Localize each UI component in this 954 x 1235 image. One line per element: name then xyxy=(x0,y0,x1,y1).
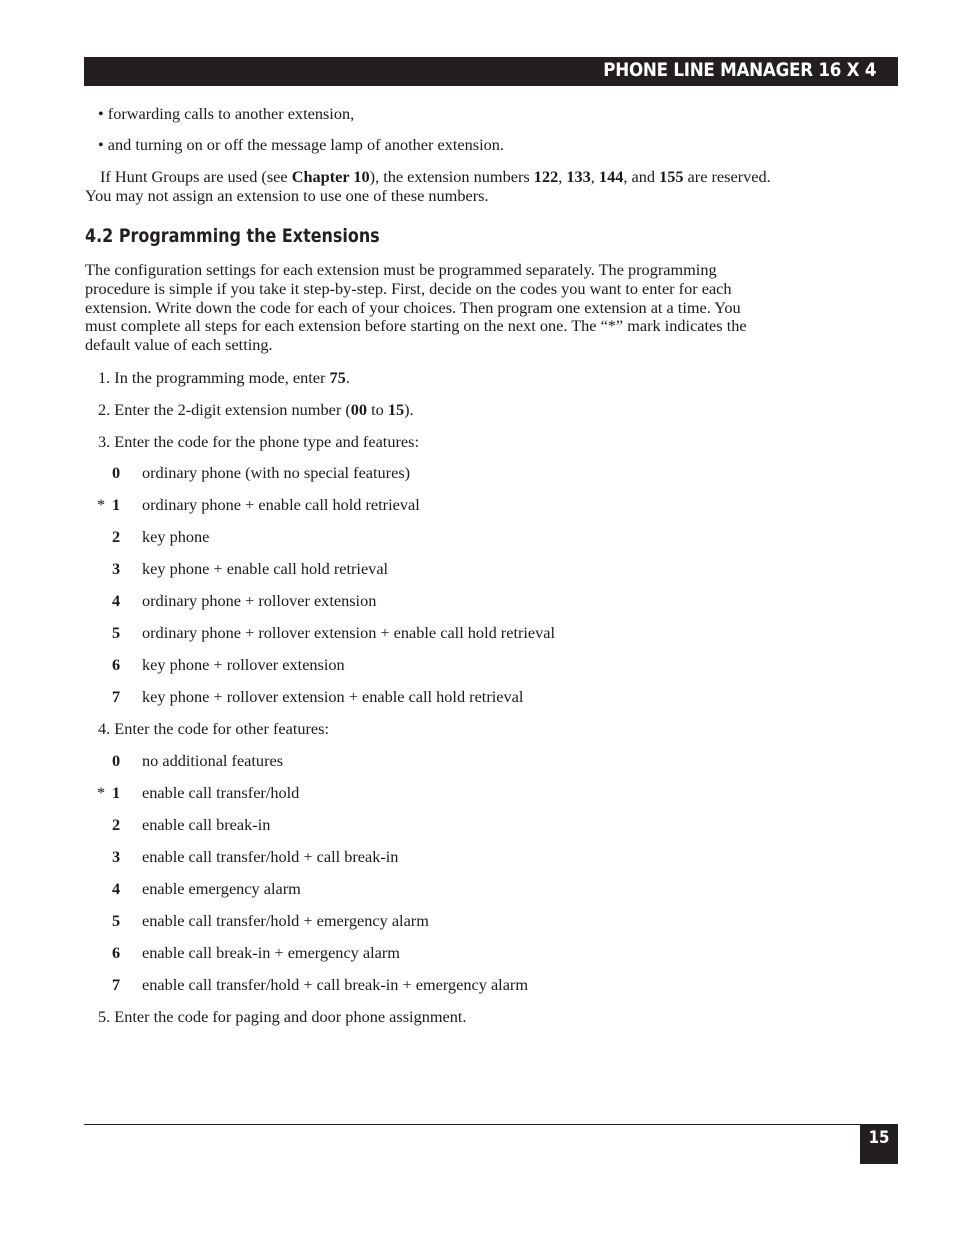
reserved-number: 133 xyxy=(566,167,591,186)
text-span: ). xyxy=(404,400,414,419)
option-description: enable call transfer/hold + call break-in xyxy=(142,847,399,866)
hunt-groups-line-2: You may not assign an extension to use one of these numbers. xyxy=(85,185,489,205)
text-span: , and xyxy=(623,167,660,186)
option-code: 7 xyxy=(112,975,121,994)
hunt-groups-paragraph xyxy=(85,168,875,206)
option-code: 2 xyxy=(112,527,121,546)
intro-line: default value of each setting. xyxy=(85,335,273,355)
reserved-number: 122 xyxy=(533,167,559,186)
header-bar xyxy=(84,57,898,86)
intro-paragraph xyxy=(85,261,875,355)
text-span: 1. In the programming mode, enter xyxy=(98,368,330,387)
page-number-box xyxy=(860,1124,898,1164)
intro-line: procedure is simple if you take it step-by-step. First, decide on the codes you want to enter for each xyxy=(85,278,732,298)
range-end: 15 xyxy=(387,400,405,419)
option-description: enable call break-in + emergency alarm xyxy=(142,943,400,962)
option-code: 5 xyxy=(112,911,121,930)
step-3: 3. Enter the code for the phone type and features: xyxy=(98,432,419,451)
text-span: to xyxy=(367,400,388,419)
option-description: enable call break-in xyxy=(142,815,271,834)
option-code: 0 xyxy=(112,751,121,770)
step-4: 4. Enter the code for other features: xyxy=(98,719,329,738)
text-span: 2. Enter the 2-digit extension number ( xyxy=(98,400,351,419)
text-span: , xyxy=(558,167,567,186)
option-description: ordinary phone (with no special features) xyxy=(142,463,411,482)
option-description: no additional features xyxy=(142,751,284,770)
step-5: 5. Enter the code for paging and door phone assignment. xyxy=(98,1007,467,1026)
step-1-code: 75 xyxy=(329,368,346,387)
option-description: ordinary phone + rollover extension + enable call hold retrieval xyxy=(142,623,556,642)
text-span: are reserved. xyxy=(683,167,771,186)
hunt-groups-line-1 xyxy=(85,168,875,187)
text-span: If Hunt Groups are used (see xyxy=(100,167,292,186)
option-code: 4 xyxy=(112,879,121,898)
step-2 xyxy=(98,400,414,419)
bullet-message-lamp: • and turning on or off the message lamp of another extension. xyxy=(98,135,504,154)
step-1 xyxy=(98,368,350,387)
chapter-ref: Chapter 10 xyxy=(291,167,370,186)
text-span: , xyxy=(590,167,599,186)
intro-line: The configuration settings for each extension must be programmed separately. The programming xyxy=(85,260,717,279)
reserved-number: 155 xyxy=(659,167,684,186)
option-code: 4 xyxy=(112,591,121,610)
text-span: ), the extension numbers xyxy=(369,167,534,186)
intro-line: extension. Write down the code for each of your choices. Then program one extension at a time. You xyxy=(85,297,741,317)
footer-rule xyxy=(84,1124,898,1125)
default-marker: * xyxy=(97,495,106,514)
bullet-forwarding: • forwarding calls to another extension, xyxy=(98,104,355,123)
option-code: 6 xyxy=(112,943,121,962)
option-description: enable call transfer/hold + emergency alarm xyxy=(142,911,429,930)
option-code: 3 xyxy=(112,847,121,866)
header-title: PHONE LINE MANAGER 16 X 4 xyxy=(602,59,876,81)
option-code: 1 xyxy=(112,495,121,514)
option-description: enable emergency alarm xyxy=(142,879,301,898)
option-description: enable call transfer/hold + call break-in + emergency alarm xyxy=(142,975,529,994)
section-heading: 4.2 Programming the Extensions xyxy=(85,225,380,247)
text-span: . xyxy=(345,368,350,387)
option-code: 3 xyxy=(112,559,121,578)
option-code: 7 xyxy=(112,687,121,706)
option-description: key phone + rollover extension xyxy=(142,655,345,674)
option-description: key phone + rollover extension + enable call hold retrieval xyxy=(142,687,524,706)
page-number: 15 xyxy=(868,1128,890,1148)
option-description: enable call transfer/hold xyxy=(142,783,300,802)
option-description: ordinary phone + rollover extension xyxy=(142,591,377,610)
option-code: 0 xyxy=(112,463,121,482)
option-code: 5 xyxy=(112,623,121,642)
intro-line: must complete all steps for each extension before starting on the next one. The “*” mark indicates the xyxy=(85,316,747,336)
option-code: 1 xyxy=(112,783,121,802)
default-marker: * xyxy=(97,783,106,802)
option-description: key phone xyxy=(142,527,210,546)
option-code: 6 xyxy=(112,655,121,674)
reserved-number: 144 xyxy=(598,167,624,186)
option-description: ordinary phone + enable call hold retrieval xyxy=(142,495,420,514)
range-start: 00 xyxy=(350,400,368,419)
option-description: key phone + enable call hold retrieval xyxy=(142,559,389,578)
option-code: 2 xyxy=(112,815,121,834)
